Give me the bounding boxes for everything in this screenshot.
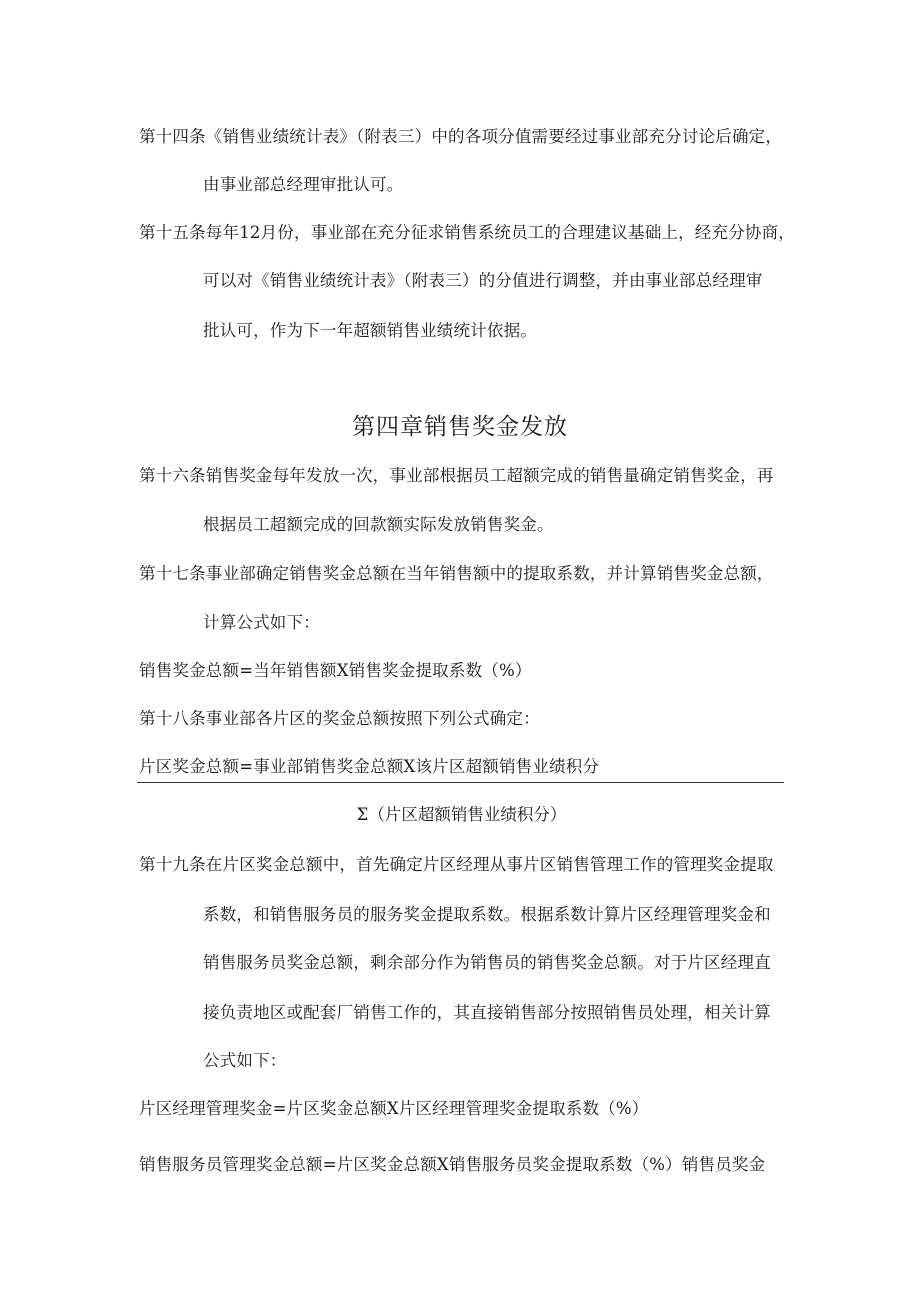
article-17-line-2: 计算公式如下： (203, 613, 320, 632)
article-15-line-3: 批认可，作为下一年超额销售业绩统计依据。 (203, 321, 537, 340)
article-19-line-1: 第十九条在片区奖金总额中，首先确定片区经理从事片区销售管理工作的管理奖金提取 (139, 855, 774, 874)
article-19-line-4: 接负责地区或配套厂销售工作的，其直接销售部分按照销售员处理，相关计算 (203, 1003, 771, 1022)
article-19-line-2: 系数，和销售服务员的服务奖金提取系数。根据系数计算片区经理管理奖金和 (203, 905, 771, 924)
fraction-rule (137, 782, 784, 783)
article-16-line-1: 第十六条销售奖金每年发放一次，事业部根据员工超额完成的销售量确定销售奖金，再 (139, 466, 774, 485)
article-19-line-3: 销售服务员奖金总额，剩余部分作为销售员的销售奖金总额。对于片区经理直 (203, 953, 771, 972)
formula-total-bonus: 销售奖金总额=当年销售额X销售奖金提取系数（%） (139, 661, 532, 680)
article-16-line-2: 根据员工超额完成的回款额实际发放销售奖金。 (203, 515, 554, 534)
article-15-line-1: 第十五条每年12月份，事业部在充分征求销售系统员工的合理建议基础上，经充分协商， (139, 223, 795, 242)
article-19-line-5: 公式如下： (203, 1051, 287, 1070)
article-14-line-2: 由事业部总经理审批认可。 (203, 175, 404, 194)
formula-district-numerator: 片区奖金总额=事业部销售奖金总额X该片区超额销售业绩积分 (139, 757, 600, 776)
article-18-line-1: 第十八条事业部各片区的奖金总额按照下列公式确定： (139, 709, 540, 728)
article-17-line-1: 第十七条事业部确定销售奖金总额在当年销售额中的提取系数，并计算销售奖金总额， (139, 564, 774, 583)
article-15-line-2: 可以对《销售业绩统计表》（附表三）的分值进行调整，并由事业部总经理审 (203, 271, 763, 290)
article-14-line-1: 第十四条《销售业绩统计表》（附表三）中的各项分值需要经过事业部充分讨论后确定， (139, 127, 783, 146)
formula-service-bonus: 销售服务员管理奖金总额=片区奖金总额X销售服务员奖金提取系数（%）销售员奖金 (139, 1155, 766, 1174)
formula-district-denominator: Σ（片区超额销售业绩积分） (356, 805, 567, 824)
formula-manager-bonus: 片区经理管理奖金=片区奖金总额X片区经理管理奖金提取系数（%） (139, 1099, 649, 1118)
chapter-heading: 第四章销售奖金发放 (352, 414, 568, 440)
